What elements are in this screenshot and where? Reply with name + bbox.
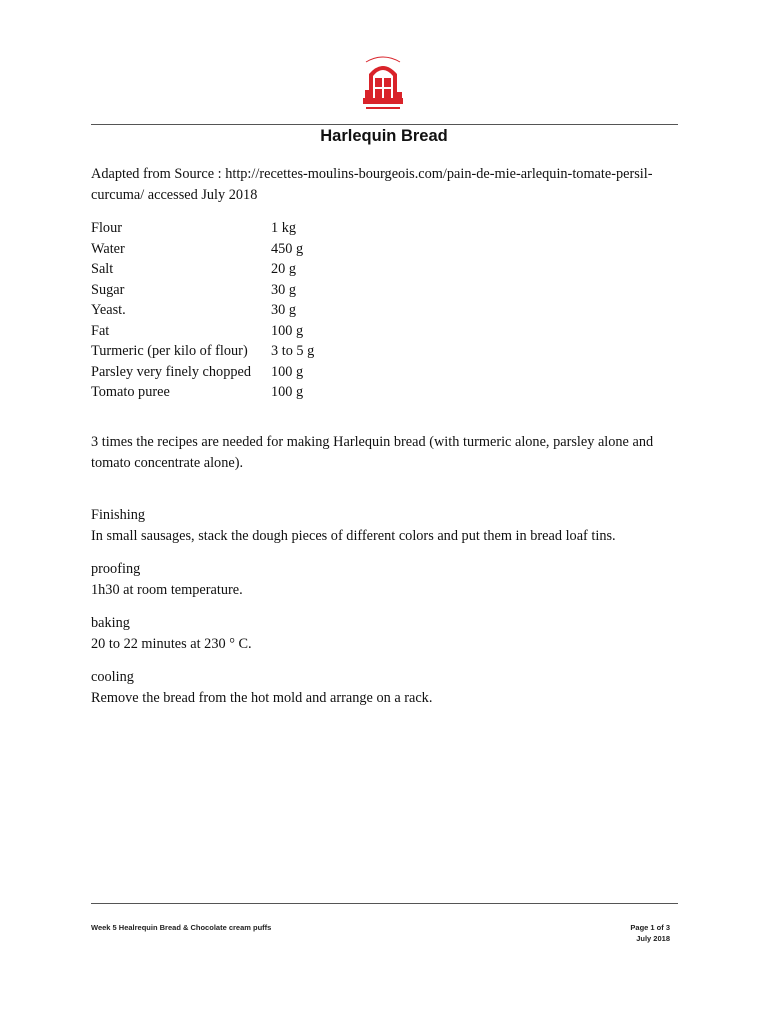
- ingredient-qty: 3 to 5 g: [271, 343, 315, 359]
- ingredient-qty: 100 g: [271, 384, 304, 400]
- ingredient-qty: 450 g: [271, 240, 304, 257]
- bakery-logo-icon: [360, 52, 406, 112]
- finishing-section: [91, 505, 691, 546]
- ingredient-name: Sugar: [91, 281, 125, 298]
- ingredient-name: Water: [91, 240, 125, 257]
- ingredient-row: [91, 300, 314, 321]
- ingredient-qty: 20 g: [271, 261, 297, 277]
- ingredient-qty: 100 g: [271, 363, 304, 380]
- ingredient-list: [91, 218, 314, 403]
- ingredient-name: Salt: [91, 261, 114, 277]
- ingredient-row: [91, 218, 314, 239]
- ingredient-name: Fat: [91, 322, 110, 339]
- ingredient-row: [91, 321, 314, 342]
- page-title: Harlequin Bread: [320, 127, 448, 145]
- ingredient-qty: 1 kg: [271, 220, 297, 236]
- ingredient-row: [91, 362, 314, 383]
- header-divider: [91, 124, 678, 125]
- ingredient-row: [91, 341, 314, 362]
- ingredient-row: [91, 259, 314, 280]
- finishing-text: In small sausages, stack the dough pieces of different colors and put them in bread loaf tins.: [91, 527, 616, 544]
- cooling-text: Remove the bread from the hot mold and arrange on a rack.: [91, 689, 433, 706]
- footer-document-title: Week 5 Healrequin Bread & Chocolate cream puffs: [91, 923, 272, 932]
- ingredient-name: Turmeric (per kilo of flour): [91, 343, 248, 359]
- ingredient-row: [91, 280, 314, 301]
- ingredient-row: [91, 382, 314, 403]
- recipe-note: 3 times the recipes are needed for making Harlequin bread (with turmeric alone, parsley alone and tomato concentrate alone).: [91, 434, 654, 471]
- proofing-text: 1h30 at room temperature.: [91, 581, 243, 598]
- proofing-section: [91, 559, 243, 600]
- cooling-section: [91, 667, 432, 708]
- ingredient-name: Tomato puree: [91, 384, 170, 400]
- ingredient-name: Yeast.: [91, 302, 126, 318]
- baking-section: [91, 613, 252, 654]
- baking-text: 20 to 22 minutes at 230 ° C.: [91, 635, 252, 652]
- footer-page-number: Page 1 of 3: [630, 923, 670, 932]
- proofing-label: proofing: [91, 561, 141, 577]
- source-line: Adapted from Source : http://recettes-moulins-bourgeois.com/pain-de-mie-arlequin-tomate-persil-curcuma/ accessed July 2018: [91, 166, 653, 203]
- ingredient-qty: 30 g: [271, 302, 297, 318]
- ingredient-name: Flour: [91, 220, 122, 236]
- baking-label: baking: [91, 615, 130, 631]
- ingredient-qty: 100 g: [271, 322, 304, 339]
- ingredient-name: Parsley very finely chopped: [91, 363, 251, 380]
- ingredient-row: [91, 239, 314, 260]
- footer-divider: [91, 903, 678, 904]
- finishing-label: Finishing: [91, 507, 146, 523]
- footer-page-info: [560, 922, 670, 944]
- ingredient-qty: 30 g: [271, 281, 297, 298]
- footer-date: July 2018: [636, 934, 670, 943]
- cooling-label: cooling: [91, 669, 134, 685]
